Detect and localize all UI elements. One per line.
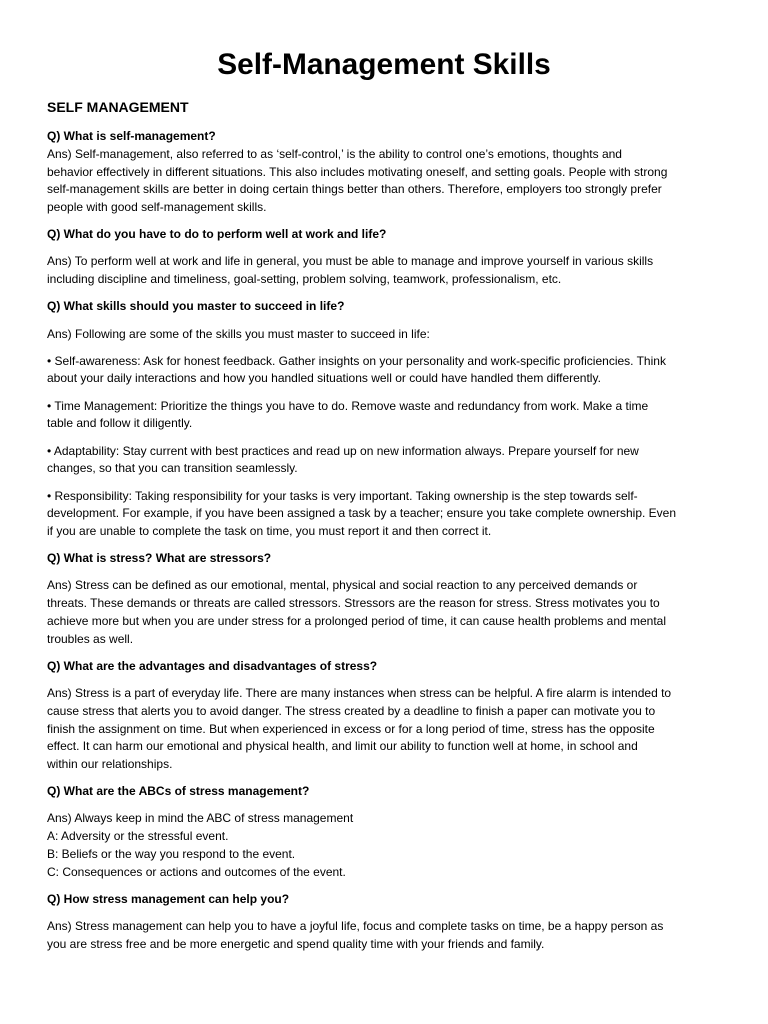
answer-line: threats. These demands or threats are called stressors. Stressors are the reason for stress. Stress motivates you to (47, 596, 660, 611)
abc-item-a: A: Adversity or the stressful event. (47, 829, 229, 844)
bullet-line: if you are unable to complete the task on time, you must report it and then correct it. (47, 524, 492, 538)
abc-item-b: B: Beliefs or the way you respond to the event. (47, 846, 296, 861)
section-heading: SELF MANAGEMENT (47, 99, 189, 115)
question: Q) How stress management can help you? (47, 891, 290, 906)
answer-line: Ans) Always keep in mind the ABC of stress management (47, 811, 354, 826)
question-paragraph (47, 783, 723, 801)
qa-item (47, 783, 723, 881)
question-paragraph (47, 658, 723, 676)
qa-item (47, 128, 723, 217)
answer-line: effect. It can harm our emotional and physical health, and limit our ability to function well at home, in school and (47, 739, 638, 754)
question: Q) What do you have to do to perform well at work and life? (47, 227, 387, 242)
answer-line: Ans) Stress is a part of everyday life. There are many instances when stress can be helpful. A fire alarm is intended to (47, 686, 672, 700)
answer-line: Ans) Stress can be defined as our emotional, mental, physical and social reaction to any perceived demands or (47, 578, 638, 593)
answer-line: achieve more but when you are under stress for a prolonged period of time, it can cause health problems and mental (47, 613, 667, 628)
answer-line: troubles as well. (47, 631, 134, 646)
answer-line: including discipline and timeliness, goal-setting, problem solving, teamwork, professionalism, etc. (47, 272, 562, 287)
question: Q) What skills should you master to succeed in life? (47, 299, 345, 314)
answer-line: Ans) Self-management, also referred to as ‘self-control,’ is the ability to control one’s emotions, thoughts and (47, 146, 622, 161)
answer-line: people with good self-management skills. (47, 200, 267, 214)
answer-line: cause stress that alerts you to avoid danger. The stress created by a deadline to finish a paper can motivate you to (47, 703, 656, 718)
qa-item (47, 891, 723, 954)
bullet-line: about your daily interactions and how you handled situations well or could have handled them differently. (47, 371, 601, 386)
bullet-line: • Adaptability: Stay current with best practices and read up on new information always. Prepare yourself for new (47, 443, 639, 458)
bullet-line: • Self-awareness: Ask for honest feedback. Gather insights on your personality and work-specific proficiencies. Think (47, 353, 666, 368)
qa-item (47, 550, 723, 648)
bullet-line: • Responsibility: Taking responsibility for your tasks is very important. Taking ownership is the step towards self- (47, 488, 638, 503)
qa-item (47, 658, 723, 774)
question-paragraph (47, 550, 723, 568)
bullet-line: development. For example, if you have been assigned a task by a teacher; ensure you take complete ownership. Even (47, 506, 677, 521)
question-paragraph (47, 226, 723, 244)
document-title: Self-Management Skills (217, 48, 551, 81)
bullet-item-adaptability (47, 443, 723, 479)
question: Q) What are the advantages and disadvantages of stress? (47, 658, 378, 673)
bullet-line: changes, so that you can transition seamlessly. (47, 461, 298, 476)
answer-paragraph (47, 253, 723, 289)
qa-item (47, 226, 723, 289)
document-body (47, 128, 723, 963)
question: Q) What are the ABCs of stress management? (47, 784, 310, 799)
question: Q) What is self-management? (47, 129, 216, 143)
answer-line: Ans) Following are some of the skills you must master to succeed in life: (47, 326, 430, 341)
answer-paragraph (47, 685, 723, 774)
bullet-line: table and follow it diligently. (47, 416, 193, 431)
answer-paragraph (47, 810, 723, 881)
answer-line: behavior effectively in different situations. This also includes motivating oneself, and setting goals. People with strong (47, 164, 668, 179)
answer-line: Ans) To perform well at work and life in general, you must be able to manage and improve yourself in various skills (47, 254, 654, 269)
bullet-item-responsibility (47, 488, 723, 541)
answer-line: finish the assignment on time. But when experienced in excess or for a long period of time, stress has the opposite (47, 721, 655, 736)
bullet-item-time-management (47, 398, 723, 434)
bullet-line: • Time Management: Prioritize the things you have to do. Remove waste and redundancy from work. Make a time (47, 398, 649, 413)
abc-item-c: C: Consequences or actions and outcomes of the event. (47, 864, 346, 879)
question-paragraph (47, 128, 723, 146)
answer-paragraph (47, 577, 723, 648)
bullet-item-self-awareness (47, 353, 723, 389)
answer-line: Ans) Stress management can help you to have a joyful life, focus and complete tasks on time, be a happy person as (47, 919, 664, 933)
qa-item (47, 298, 723, 540)
question-paragraph (47, 298, 723, 316)
question: Q) What is stress? What are stressors? (47, 551, 272, 566)
answer-paragraph (47, 146, 723, 217)
question-paragraph (47, 891, 723, 909)
answer-line: self-management skills are better in doing certain things better than others. Therefore, employers too strongly prefer (47, 182, 662, 197)
answer-line: within our relationships. (47, 757, 173, 771)
answer-paragraph (47, 918, 723, 954)
answer-paragraph (47, 326, 723, 344)
answer-line: you are stress free and be more energetic and spend quality time with your friends and family. (47, 936, 545, 951)
